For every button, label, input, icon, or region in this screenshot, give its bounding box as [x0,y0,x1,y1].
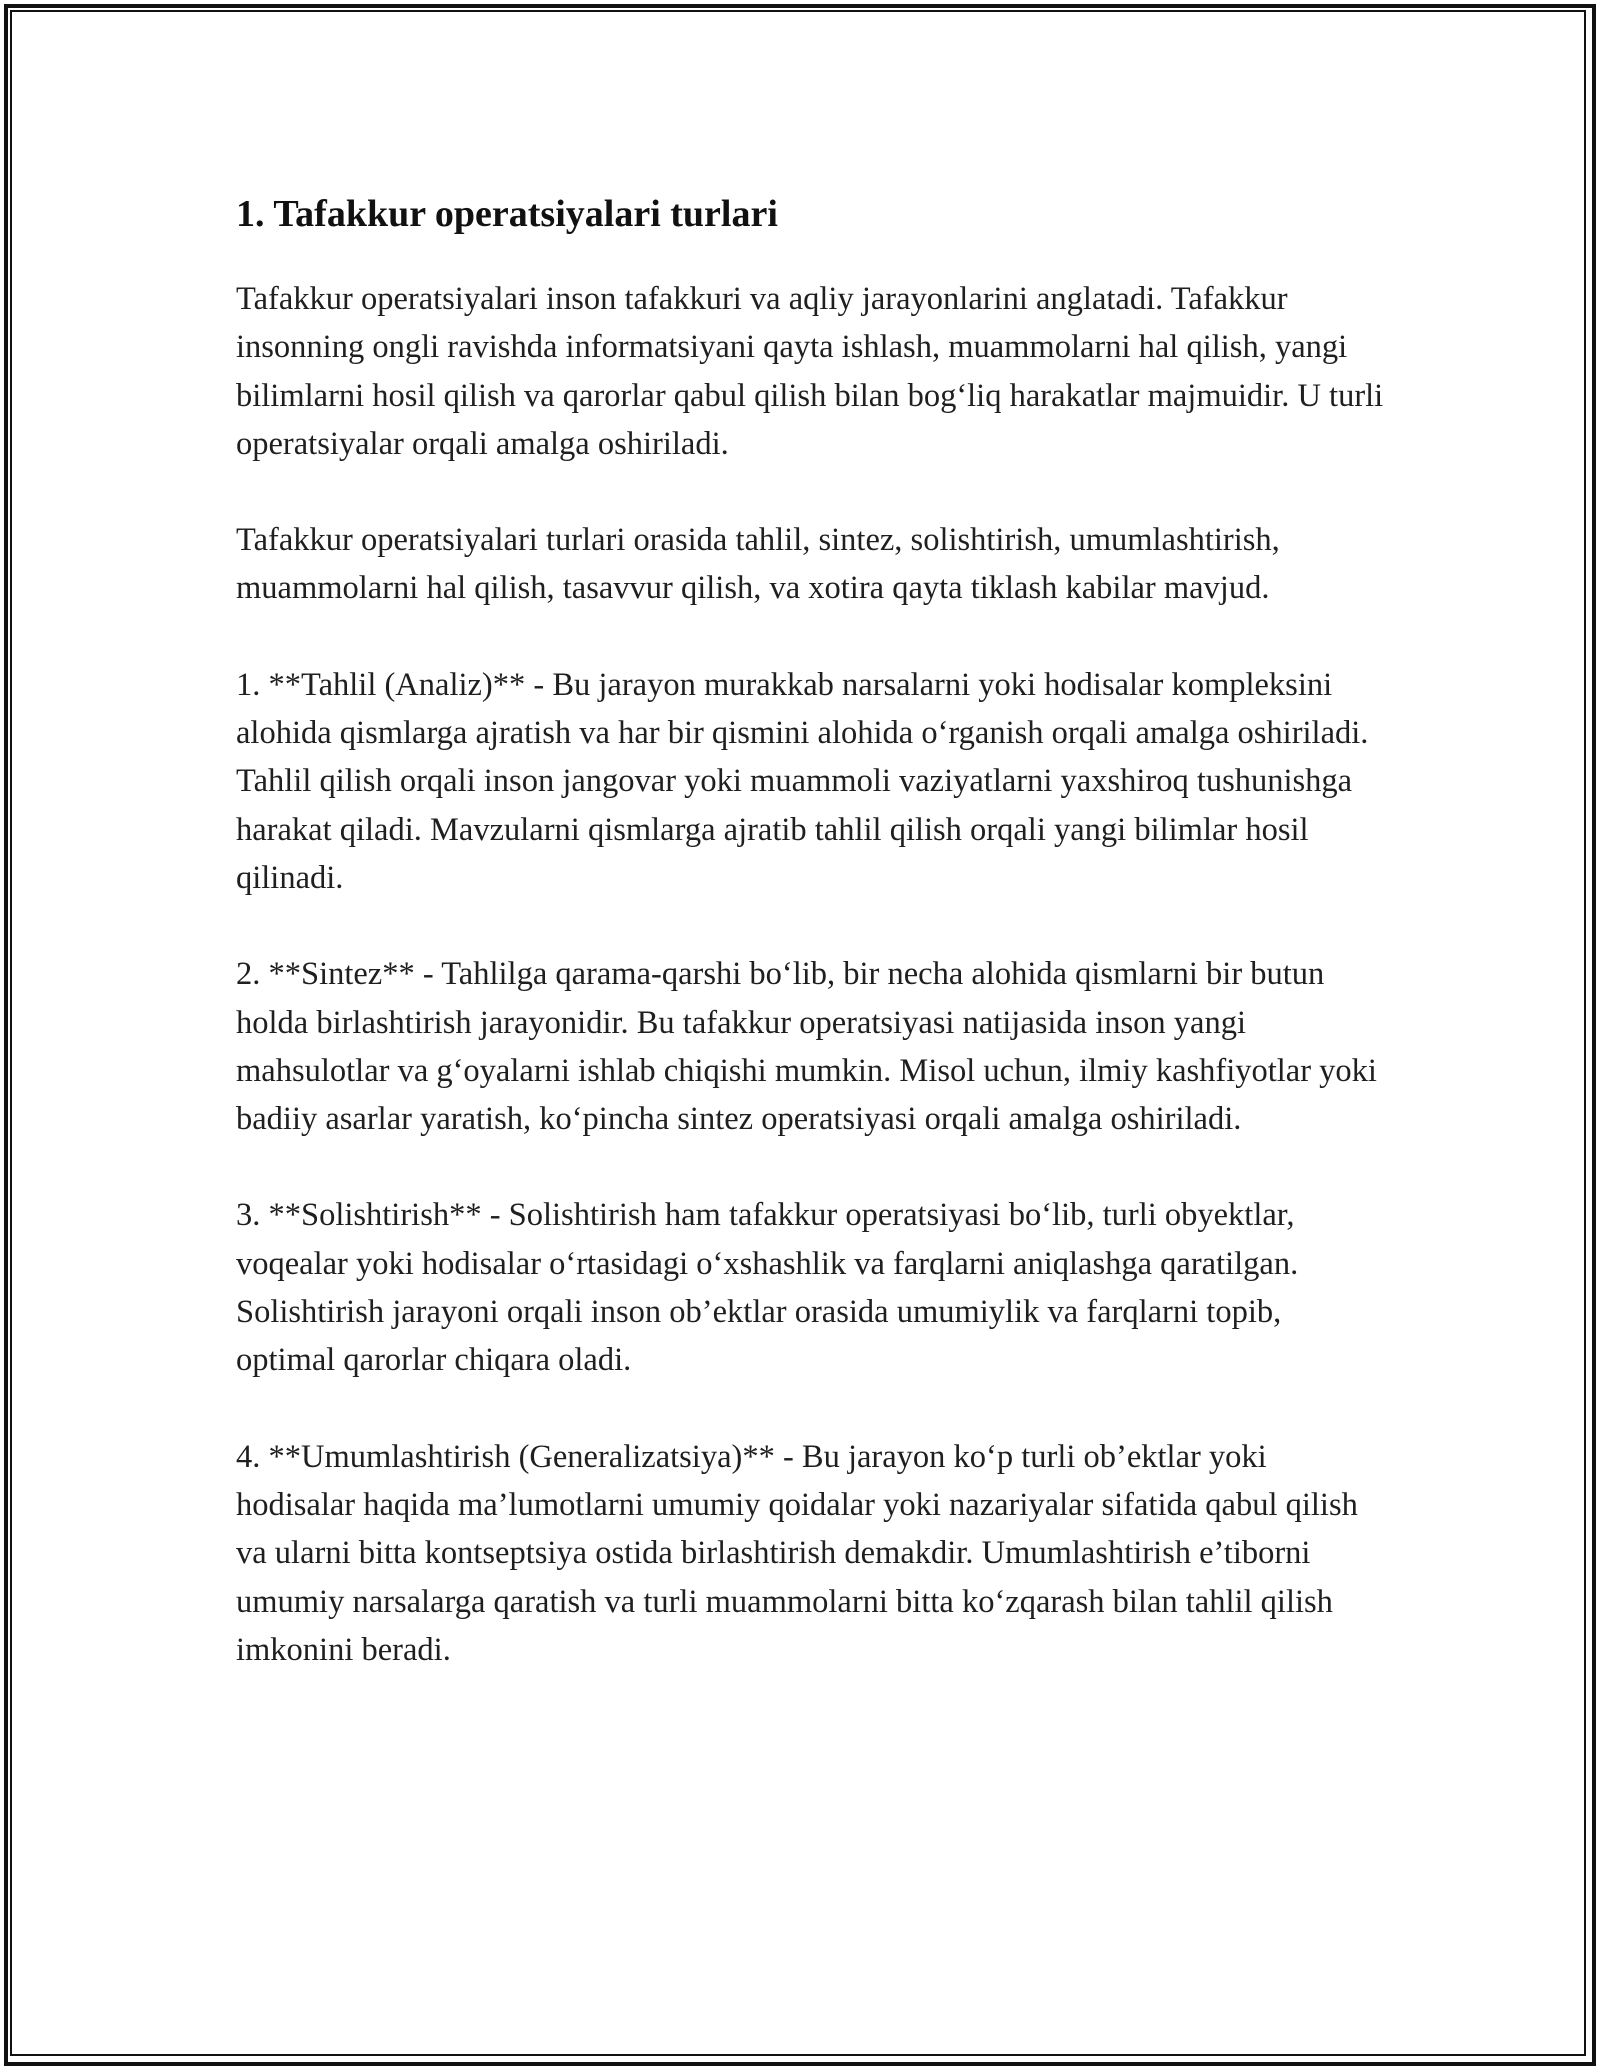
document-title: 1. Tafakkur operatsiyalari turlari [236,193,778,235]
types-overview-paragraph: Tafakkur operatsiyalari turlari orasida tahlil, sintez, solishtirish, umumlashtirish, muammolarni hal qilish, tasavvur qilish, va xotira qayta tiklash kabilar mavjud. [236,522,1280,607]
generalization-paragraph: 4. **Umumlashtirish (Generalizatsiya)** - Bu jarayon ko‘p turli ob’ektlar yoki hodisalar haqida ma’lumotlarni umumiy qoidalar yoki nazariyalar sifatida qabul qilish va ularni bitta kontseptsiya ostida birlashtirish demakdir. Umumlashtirish e’tiborni umumiy narsalarga qaratish va turli muammolarni bitta ko‘zqarash bilan tahlil qilish imkonini beradi. [236,1438,1358,1668]
synthesis-paragraph: 2. **Sintez** - Tahlilga qarama-qarshi bo‘lib, bir necha alohida qismlarni bir butun holda birlashtirish jarayonidir. Bu tafakkur operatsiyasi natijasida inson yangi mahsulotlar va g‘oyalarni ishlab chiqishi mumkin. Misol uchun, ilmiy kashfiyotlar yoki badiiy asarlar yaratish, ko‘pincha sintez operatsiyasi orqali amalga oshiriladi. [236,956,1377,1138]
intro-paragraph: Tafakkur operatsiyalari inson tafakkuri va aqliy jarayonlarini anglatadi. Tafakkur insonning ongli ravishda informatsiyani qayta ishlash, muammolarni hal qilish, yangi bilimlarni hosil qilish va qarorlar qabul qilish bilan bog‘liq harakatlar majmuidir. U turli operatsiyalar orqali amalga oshiriladi. [236,281,1384,462]
comparison-paragraph: 3. **Solishtirish** - Solishtirish ham tafakkur operatsiyasi bo‘lib, turli obyektlar, voqealar yoki hodisalar o‘rtasidagi o‘xshashlik va farqlarni aniqlashga qaratilgan. Solishtirish jarayoni orqali inson ob’ektlar orasida umumiylik va farqlarni topib, optimal qarorlar chiqara oladi. [236,1197,1299,1379]
analysis-paragraph: 1. **Tahlil (Analiz)** - Bu jarayon murakkab narsalarni yoki hodisalar kompleksini alohida qismlarga ajratish va har bir qismini alohida o‘rganish orqali amalga oshiriladi. Tahlil qilish orqali inson jangovar yoki muammoli vaziyatlarni yaxshiroq tushunishga harakat qiladi. Mavzularni qismlarga ajratib tahlil qilish orqali yangi bilimlar hosil qilinadi. [236,666,1369,896]
document-body [236,185,1386,1722]
